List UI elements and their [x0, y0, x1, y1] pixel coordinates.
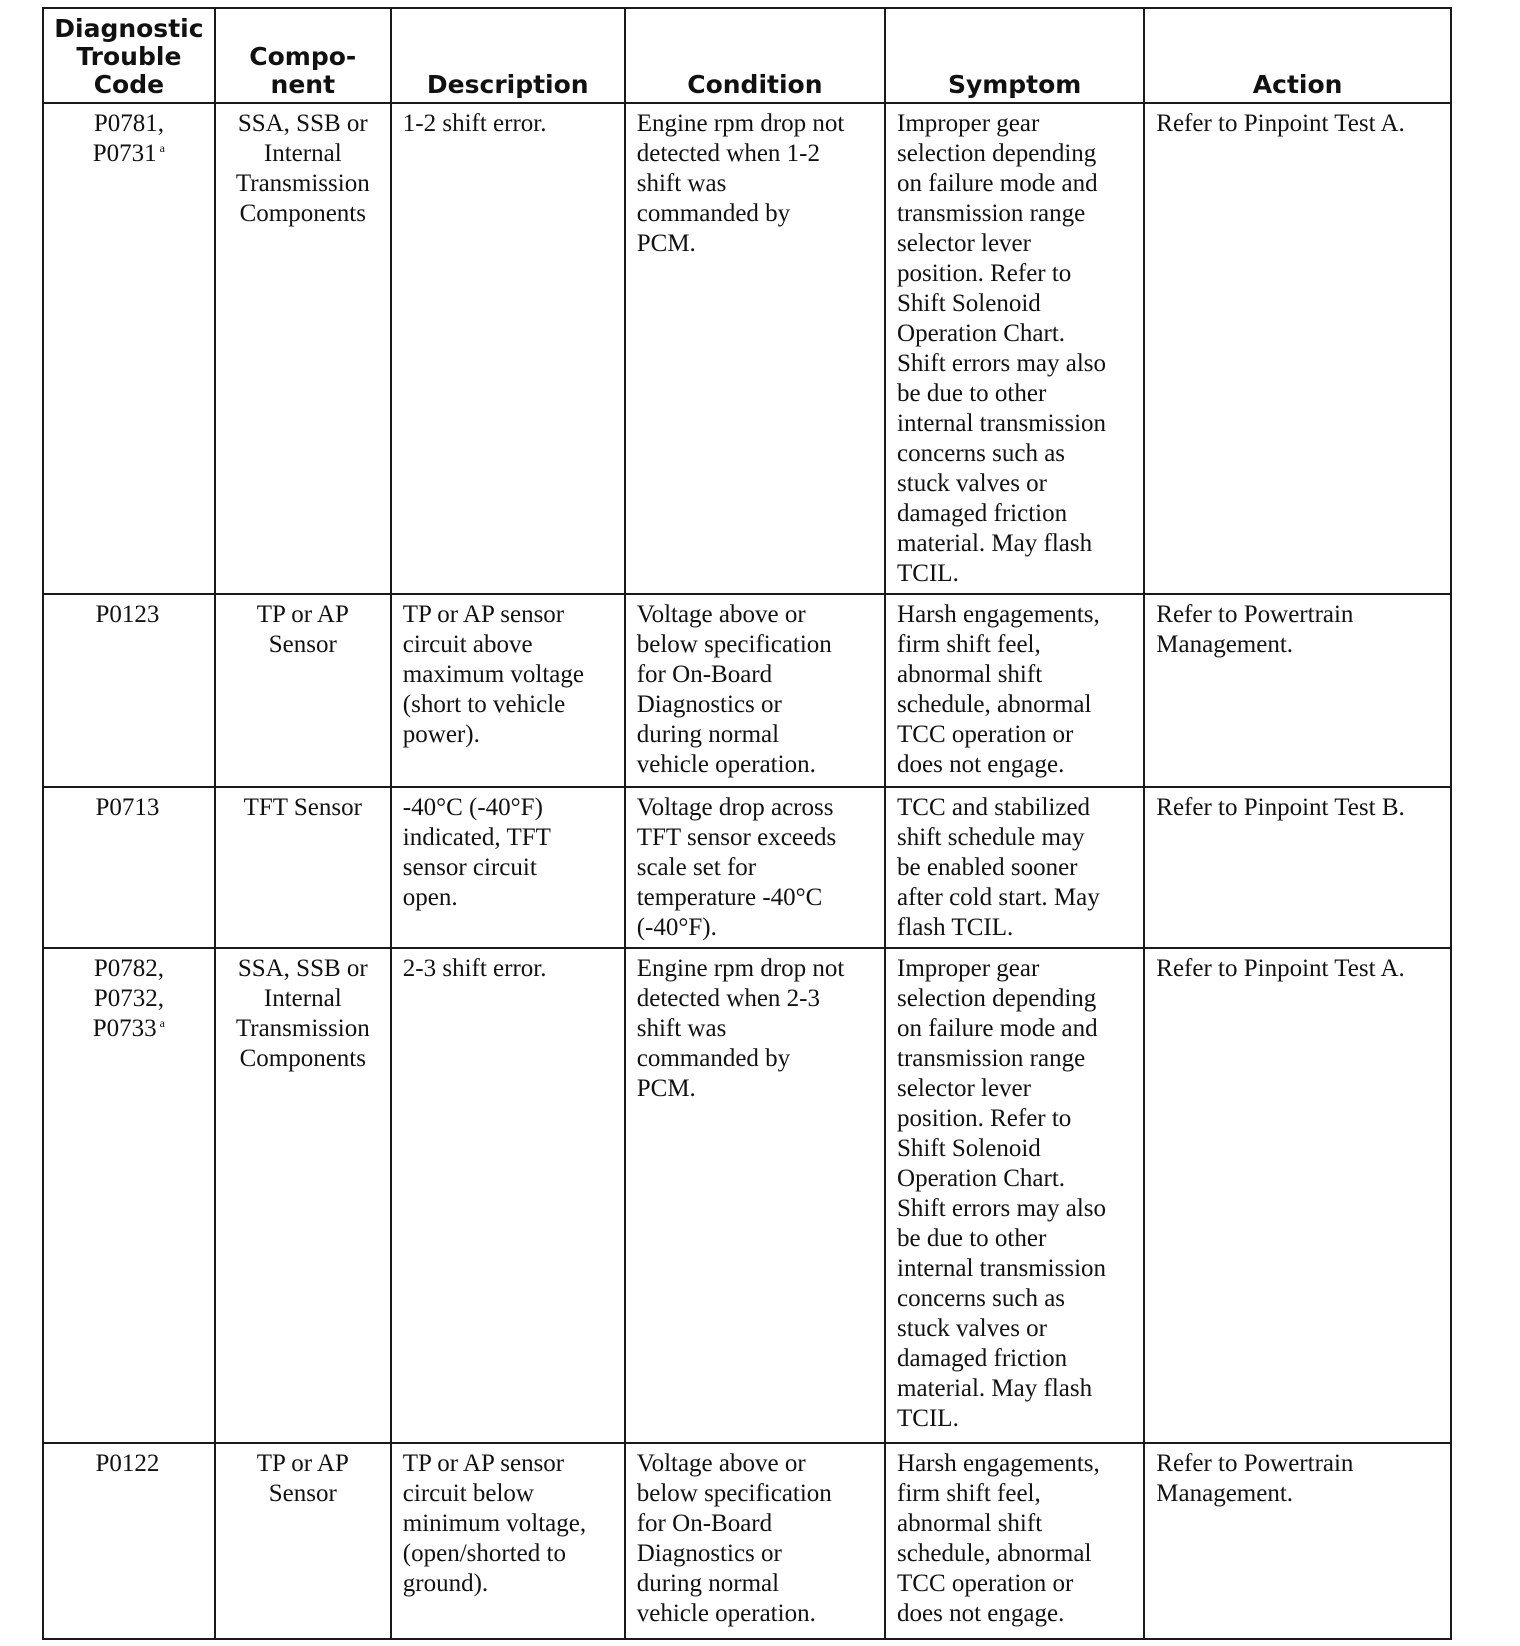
dtc-cell: P0782, P0732, P0733 $^a$: [43, 948, 215, 1443]
table-row: [43, 103, 1451, 594]
table-row: [43, 1443, 1451, 1639]
footnote-marker: a: [159, 141, 165, 155]
condition-cell: Engine rpm drop not detected when 1-2 shift was commanded by PCM.: [625, 103, 885, 594]
header-symptom: Symptom: [885, 8, 1144, 103]
component-cell: TP or AP Sensor: [215, 594, 391, 787]
description-cell: TP or AP sensor circuit above maximum voltage (short to vehicle power).: [391, 594, 625, 787]
table-row: [43, 594, 1451, 787]
component-cell: TFT Sensor: [215, 787, 391, 948]
action-cell: Refer to Pinpoint Test B.: [1144, 787, 1451, 948]
header-component: Compo- nent: [215, 8, 391, 103]
symptom-cell: Harsh engagements, firm shift feel, abnormal shift schedule, abnormal TCC operation or does not engage.: [885, 594, 1144, 787]
table-row: [43, 948, 1451, 1443]
header-condition: Condition: [625, 8, 885, 103]
header-diagnostic-trouble-code: Diagnostic Trouble Code: [43, 8, 215, 103]
condition-cell: Engine rpm drop not detected when 2-3 shift was commanded by PCM.: [625, 948, 885, 1443]
condition-cell: Voltage above or below specification for On-Board Diagnostics or during normal vehicle operation.: [625, 1443, 885, 1639]
footnote-marker: a: [159, 1016, 165, 1030]
description-cell: -40°C (-40°F) indicated, TFT sensor circuit open.: [391, 787, 625, 948]
header-action: Action: [1144, 8, 1451, 103]
component-cell: SSA, SSB or Internal Transmission Components: [215, 103, 391, 594]
table-header-row: [43, 8, 1451, 103]
dtc-cell: P0122: [43, 1443, 215, 1639]
action-cell: Refer to Pinpoint Test A.: [1144, 103, 1451, 594]
component-cell: TP or AP Sensor: [215, 1443, 391, 1639]
action-cell: Refer to Pinpoint Test A.: [1144, 948, 1451, 1443]
description-cell: 1-2 shift error.: [391, 103, 625, 594]
symptom-cell: Improper gear selection depending on failure mode and transmission range selector lever position. Refer to Shift Solenoid Operation Chart. Shift errors may also be due to other internal transmission concerns such as stuck valves or damaged friction material. May flash TCIL.: [885, 948, 1144, 1443]
symptom-cell: TCC and stabilized shift schedule may be enabled sooner after cold start. May flash TCIL.: [885, 787, 1144, 948]
dtc-cell: P0123: [43, 594, 215, 787]
action-cell: Refer to Powertrain Management.: [1144, 594, 1451, 787]
dtc-cell: P0713: [43, 787, 215, 948]
description-cell: 2-3 shift error.: [391, 948, 625, 1443]
condition-cell: Voltage drop across TFT sensor exceeds scale set for temperature -40°C (-40°F).: [625, 787, 885, 948]
dtc-table: [42, 7, 1452, 1640]
action-cell: Refer to Powertrain Management.: [1144, 1443, 1451, 1639]
condition-cell: Voltage above or below specification for On-Board Diagnostics or during normal vehicle operation.: [625, 594, 885, 787]
component-cell: SSA, SSB or Internal Transmission Components: [215, 948, 391, 1443]
dtc-cell: P0781, P0731 $^a$: [43, 103, 215, 594]
table-row: [43, 787, 1451, 948]
symptom-cell: Improper gear selection depending on failure mode and transmission range selector lever position. Refer to Shift Solenoid Operation Chart. Shift errors may also be due to other internal transmission concerns such as stuck valves or damaged friction material. May flash TCIL.: [885, 103, 1144, 594]
symptom-cell: Harsh engagements, firm shift feel, abnormal shift schedule, abnormal TCC operation or does not engage.: [885, 1443, 1144, 1639]
description-cell: TP or AP sensor circuit below minimum voltage, (open/shorted to ground).: [391, 1443, 625, 1639]
header-description: Description: [391, 8, 625, 103]
